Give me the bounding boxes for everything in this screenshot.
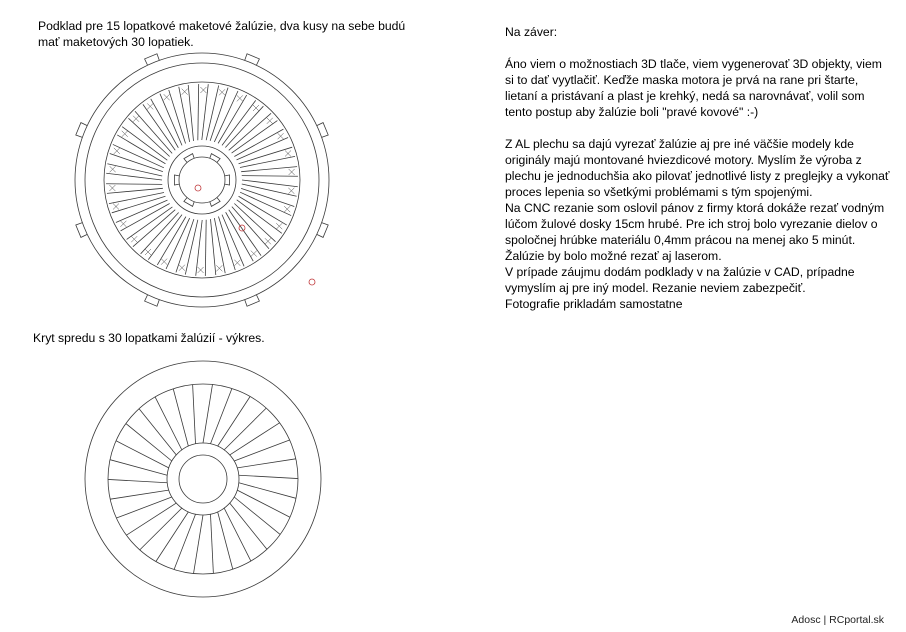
outer-ring-inner-edge (85, 63, 319, 297)
louver-base-drawing (72, 50, 332, 310)
slat-line (143, 104, 175, 150)
cover-slat-line (203, 384, 212, 443)
fold-mark (219, 89, 225, 95)
cover-slat-line (210, 514, 213, 573)
fold-mark (251, 251, 257, 257)
fold-mark (161, 259, 167, 265)
fold-mark (133, 116, 139, 122)
slat-line (196, 220, 202, 276)
slat-line (242, 176, 298, 177)
slat-line (206, 85, 219, 140)
slat-line (211, 219, 216, 275)
fold-mark (200, 87, 206, 93)
paragraph-photos: Fotografie prikladám samostatne (505, 297, 683, 311)
cover-slat-line (234, 497, 280, 534)
slat-line (127, 207, 173, 240)
fold-mark (198, 267, 204, 273)
paragraph-3d-printing: Áno viem o možnostiach 3D tlače, viem vygenerovať 3D objekty, viem si to dať vyytlačiť. Keďže maska motora je prvá na rane pri štarte, lietaní a pristávaní a plast je krehký, nedá sa narovnávať, volil som tento postup aby žalúzie boli "pravé kovové" :-) (505, 57, 882, 119)
cover-slat-line (108, 479, 167, 482)
cover-slat-line (239, 483, 296, 499)
front-cover-drawing (85, 354, 321, 604)
bottom-caption: Kryt spredu s 30 lopatkami žalúzií - výkres. (33, 331, 265, 345)
slat-line (188, 85, 193, 141)
cover-hub-inner (179, 455, 227, 503)
conclusion-text (505, 24, 890, 312)
cover-slat-line (140, 508, 182, 550)
slat-line (117, 135, 165, 164)
slat-line (122, 127, 167, 160)
slat-line (229, 113, 271, 150)
slat-line (232, 207, 269, 249)
fold-mark (182, 89, 188, 95)
fold-mark (114, 148, 120, 154)
cover-slat-line (126, 424, 172, 461)
fold-mark (289, 169, 295, 175)
slat-outer-circle (104, 82, 300, 278)
slat-line (225, 106, 263, 147)
slat-line (128, 118, 169, 156)
cover-slat-line (174, 514, 195, 569)
fold-mark (284, 206, 290, 212)
cover-slat-line (116, 497, 171, 518)
slat-line (141, 212, 179, 253)
slat-line (232, 121, 278, 154)
fold-mark (113, 204, 119, 210)
slat-line (239, 196, 287, 225)
slat-line (229, 210, 261, 256)
paragraph-cnc: Na CNC rezanie som oslovil pánov z firmy ktorá dokáže rezať vodným lúčom žulové dosky 15cm hrubé. Pre ich stroj bolo vyrezanie dielov o spoločnej hrúbke materiálu 0,4mm prácou na menej ako 5 minút. Žalúzie by bolo možné rezať aj laserom. (505, 201, 885, 263)
fold-mark (120, 221, 126, 227)
fold-mark (253, 105, 259, 111)
fold-mark (109, 185, 115, 191)
cover-slat-line (126, 503, 176, 535)
cover-slat-line (237, 459, 296, 468)
slat-line (179, 87, 190, 142)
slat-line (210, 88, 228, 141)
slat-line (185, 220, 198, 275)
slat-line (148, 215, 182, 260)
slat-line (214, 218, 225, 273)
fold-mark (276, 223, 282, 229)
fold-mark (288, 188, 294, 194)
slat-line (222, 215, 244, 267)
fold-mark (110, 166, 116, 172)
cover-slat-line (234, 440, 289, 461)
fold-mark (145, 249, 151, 255)
fold-mark (122, 131, 128, 137)
top-caption: Podklad pre 15 lopatkové maketové žalúzie, dva kusy na sebe budú mať maketových 30 lopatiek. (38, 19, 406, 49)
slat-line (176, 219, 194, 272)
cover-slat-line (230, 423, 280, 455)
paragraph-cad: V prípade záujmu dodám podklady v na žalúzie v CAD, prípadne vymyslím aj pre iný model. Rezanie neviem zabezpečiť. (505, 265, 855, 295)
cover-slat-line (239, 475, 298, 478)
paragraph-aluminum: Z AL plechu sa dajú vyrezať žalúzie aj pre iné väčšie modely kde originály majú montované hviezdicové motory. Myslím že výroba z plechu je jednoduchšia ako pilovať jednotlivé listy z preglejky a vykonať proces lepenia so všetkými problémami s tým spojenými. (505, 137, 890, 199)
fold-mark (267, 118, 273, 124)
cover-slat-line (224, 408, 266, 450)
slat-line (160, 94, 182, 146)
fold-mark (131, 236, 137, 242)
slat-line (135, 111, 172, 153)
cover-slat-line (139, 409, 176, 455)
fold-mark (179, 265, 185, 271)
slat-line (110, 154, 163, 172)
fold-mark (164, 94, 170, 100)
cover-outer-circle (85, 361, 321, 597)
cover-slat-circle (108, 384, 298, 574)
cover-slat-line (110, 460, 167, 476)
fold-mark (147, 103, 153, 109)
cover-hub-outer (167, 443, 239, 515)
alignment-marker (309, 279, 315, 285)
cover-slat-line (194, 515, 203, 574)
cover-slat-line (218, 397, 250, 447)
fold-mark (285, 150, 291, 156)
cover-slat-line (210, 389, 231, 444)
cover-slat-line (193, 385, 196, 444)
center-marker (195, 185, 201, 191)
cover-slat-line (230, 503, 267, 549)
hub-outer-circle (168, 146, 236, 214)
slat-line (240, 156, 295, 167)
fold-mark (278, 133, 284, 139)
cover-slat-line (110, 490, 169, 499)
slat-line (202, 84, 208, 140)
slat-line (234, 204, 275, 242)
slat-line (205, 220, 206, 276)
slat-line (237, 200, 282, 233)
slat-line (198, 84, 199, 140)
slat-line (222, 100, 256, 145)
slat-line (241, 188, 294, 206)
cover-slat-line (156, 512, 188, 562)
fold-mark (237, 95, 243, 101)
slat-line (106, 184, 162, 185)
hub-inner-circle (179, 157, 225, 203)
fold-mark (265, 238, 271, 244)
conclusion-title: Na záver: (505, 25, 558, 39)
credit-footer: Adosc | RCportal.sk (791, 614, 884, 626)
fold-mark (216, 265, 222, 271)
slat-line (109, 193, 164, 204)
fold-mark (234, 260, 240, 266)
slat-line (133, 210, 175, 247)
